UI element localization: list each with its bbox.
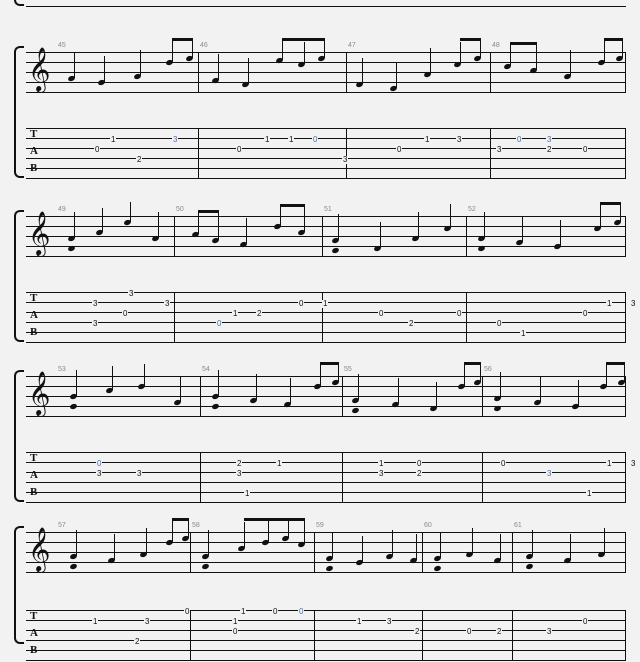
tab-fret-number: 0 bbox=[217, 319, 222, 328]
note-stem bbox=[464, 364, 465, 386]
barline bbox=[314, 610, 315, 661]
tab-line bbox=[26, 650, 626, 651]
note-beam bbox=[600, 202, 621, 205]
note-stem bbox=[332, 532, 333, 558]
tab-fret-number: 1 bbox=[323, 299, 328, 308]
tab-fret-number: 1 bbox=[233, 309, 238, 318]
barline bbox=[422, 610, 423, 661]
tab-line bbox=[26, 452, 626, 453]
tab-label bbox=[30, 293, 38, 344]
staff-line bbox=[26, 572, 626, 573]
tab-fret-number: 2 bbox=[257, 309, 262, 318]
notehead bbox=[477, 245, 485, 252]
tab-label-letter: A bbox=[30, 627, 38, 639]
system-3 bbox=[0, 208, 640, 348]
notehead bbox=[331, 247, 339, 254]
tab-fret-number: 3 bbox=[93, 299, 98, 308]
tab-label bbox=[30, 129, 38, 180]
barline bbox=[482, 376, 483, 417]
note-stem bbox=[198, 210, 199, 234]
note-stem bbox=[430, 48, 431, 74]
note-stem bbox=[172, 520, 173, 542]
note-stem bbox=[570, 50, 571, 76]
note-stem bbox=[158, 212, 159, 238]
staff-line bbox=[26, 562, 626, 563]
staff-line bbox=[26, 552, 626, 553]
tab-label-letter: A bbox=[30, 309, 38, 321]
measure-number: 49 bbox=[58, 206, 66, 213]
tab-fret-number: 3 bbox=[343, 155, 348, 164]
note-beam bbox=[198, 210, 219, 213]
notehead bbox=[493, 405, 501, 412]
note-stem bbox=[622, 38, 623, 58]
tab-fret-number: 3 bbox=[137, 469, 142, 478]
note-stem bbox=[304, 42, 305, 64]
note-stem bbox=[74, 52, 75, 78]
tab-fret-number: 0 bbox=[457, 309, 462, 318]
staff-line bbox=[26, 82, 626, 83]
system-brace bbox=[14, 46, 24, 178]
barline bbox=[490, 52, 491, 93]
measure-number: 46 bbox=[200, 42, 208, 49]
tab-fret-number: 0 bbox=[417, 459, 422, 468]
note-stem bbox=[130, 202, 131, 222]
tab-label-letter: A bbox=[30, 469, 38, 481]
system-brace bbox=[14, 526, 24, 644]
tab-fret-number: 1 bbox=[277, 459, 282, 468]
tab-fret-number: 3 bbox=[165, 299, 170, 308]
staff-line bbox=[26, 256, 626, 257]
tab-fret-number: 1 bbox=[425, 135, 430, 144]
staff-line bbox=[26, 72, 626, 73]
note-stem bbox=[606, 364, 607, 386]
note-stem bbox=[560, 220, 561, 246]
note-stem bbox=[114, 534, 115, 560]
tab-label-letter: T bbox=[30, 292, 38, 304]
staff-line bbox=[26, 396, 626, 397]
staff-line bbox=[26, 406, 626, 407]
tab-fret-number: 1 bbox=[265, 135, 270, 144]
staff-line bbox=[26, 236, 626, 237]
tab-fret-number: 3 bbox=[547, 135, 552, 144]
barline bbox=[322, 216, 323, 257]
staff-line bbox=[26, 386, 626, 387]
notehead bbox=[325, 565, 333, 572]
staff-line bbox=[26, 226, 626, 227]
system-4 bbox=[0, 368, 640, 508]
note-stem bbox=[480, 38, 481, 58]
tab-fret-number: 0 bbox=[237, 145, 242, 154]
tab-label bbox=[30, 453, 38, 504]
staff-line bbox=[26, 92, 626, 93]
note-stem bbox=[620, 202, 621, 222]
tab-staff bbox=[26, 128, 626, 178]
note-stem bbox=[290, 378, 291, 404]
tab-fret-number: 0 bbox=[299, 299, 304, 308]
tab-line bbox=[26, 178, 626, 179]
barline bbox=[512, 610, 513, 661]
note-stem bbox=[418, 212, 419, 238]
system-brace bbox=[14, 0, 24, 6]
notehead bbox=[201, 563, 209, 570]
tab-line bbox=[26, 502, 626, 503]
tab-fret-number: 0 bbox=[467, 627, 472, 636]
note-stem bbox=[500, 372, 501, 398]
barline bbox=[174, 292, 175, 343]
note-beam bbox=[244, 518, 304, 521]
tab-fret-number: 0 bbox=[123, 309, 128, 318]
barline bbox=[490, 128, 491, 179]
note-stem bbox=[192, 38, 193, 58]
barline bbox=[200, 376, 201, 417]
barline bbox=[198, 128, 199, 179]
measure-number: 54 bbox=[202, 366, 210, 373]
barline bbox=[190, 532, 191, 573]
tab-fret-number: 1 bbox=[587, 489, 592, 498]
barline bbox=[422, 532, 423, 573]
note-beam bbox=[606, 362, 625, 365]
tab-fret-number: 1 bbox=[357, 617, 362, 626]
notehead bbox=[525, 563, 533, 570]
barline bbox=[512, 532, 513, 573]
tab-fret-number: 2 bbox=[137, 155, 142, 164]
staff-line bbox=[26, 376, 626, 377]
note-stem bbox=[392, 530, 393, 556]
barline bbox=[482, 452, 483, 503]
tab-fret-number: 3 bbox=[129, 289, 134, 298]
measure-number: 58 bbox=[192, 522, 200, 529]
tab-fret-number: 0 bbox=[299, 607, 304, 616]
barline bbox=[625, 52, 626, 93]
notehead bbox=[67, 245, 75, 252]
tab-label-letter: T bbox=[30, 610, 38, 622]
tab-fret-number: 1 bbox=[233, 617, 238, 626]
system-brace bbox=[14, 370, 24, 502]
note-stem bbox=[172, 40, 173, 62]
notation-staff bbox=[26, 522, 626, 572]
note-stem bbox=[578, 380, 579, 406]
note-stem bbox=[416, 534, 417, 560]
tab-line bbox=[26, 660, 626, 661]
barline bbox=[625, 610, 626, 661]
tab-line bbox=[26, 482, 626, 483]
staff-line bbox=[26, 542, 626, 543]
tab-line bbox=[26, 292, 626, 293]
tab-fret-number: 0 bbox=[497, 319, 502, 328]
system-partial-top bbox=[0, 0, 640, 8]
tab-fret-number: 0 bbox=[313, 135, 318, 144]
tab-fret-number: 0 bbox=[185, 607, 190, 616]
note-stem bbox=[244, 522, 245, 548]
note-stem bbox=[532, 530, 533, 556]
note-stem bbox=[112, 366, 113, 390]
notehead bbox=[69, 563, 77, 570]
tab-fret-number: 2 bbox=[409, 319, 414, 328]
tab-fret-number: 3 bbox=[547, 627, 552, 636]
measure-number: 50 bbox=[176, 206, 184, 213]
barline bbox=[200, 452, 201, 503]
measure-number: 52 bbox=[468, 206, 476, 213]
notehead bbox=[69, 403, 77, 410]
barline bbox=[346, 52, 347, 93]
tab-fret-number: 0 bbox=[501, 459, 506, 468]
tab-fret-number: 0 bbox=[583, 617, 588, 626]
tab-fret-number: 0 bbox=[583, 145, 588, 154]
note-stem bbox=[362, 536, 363, 562]
treble-clef-icon: 𝄞 bbox=[28, 211, 51, 255]
note-stem bbox=[146, 528, 147, 554]
tab-line bbox=[26, 322, 626, 323]
tab-line bbox=[26, 168, 626, 169]
note-beam bbox=[282, 38, 325, 41]
note-beam bbox=[510, 42, 537, 45]
tab-label-letter: T bbox=[30, 128, 38, 140]
barline bbox=[342, 376, 343, 417]
measure-number: 56 bbox=[484, 366, 492, 373]
note-stem bbox=[338, 362, 339, 382]
note-stem bbox=[510, 42, 511, 66]
tab-fret-number: 3 bbox=[93, 319, 98, 328]
tab-staff bbox=[26, 289, 636, 342]
note-stem bbox=[396, 62, 397, 88]
note-beam bbox=[172, 38, 193, 41]
measure-number: 59 bbox=[316, 522, 324, 529]
note-stem bbox=[218, 210, 219, 240]
note-stem bbox=[604, 40, 605, 62]
note-stem bbox=[288, 518, 289, 538]
note-stem bbox=[472, 528, 473, 554]
tab-fret-number: 3 bbox=[387, 617, 392, 626]
tab-fret-number: 2 bbox=[135, 637, 140, 646]
note-stem bbox=[218, 54, 219, 80]
system-5 bbox=[0, 522, 640, 656]
note-stem bbox=[76, 530, 77, 556]
measure-number: 61 bbox=[514, 522, 522, 529]
staff-line bbox=[26, 416, 626, 417]
tab-fret-number: 1 bbox=[607, 459, 612, 468]
notehead bbox=[211, 403, 219, 410]
tab-line bbox=[26, 332, 626, 333]
note-stem bbox=[480, 362, 481, 382]
note-beam bbox=[320, 362, 339, 365]
note-stem bbox=[144, 364, 145, 386]
notehead bbox=[433, 565, 441, 572]
tab-label-letter: B bbox=[30, 326, 38, 338]
barline bbox=[625, 532, 626, 573]
tab-line bbox=[26, 312, 626, 313]
tab-fret-number: 3 bbox=[631, 459, 636, 468]
note-beam bbox=[172, 518, 189, 521]
tab-fret-number: 2 bbox=[417, 469, 422, 478]
note-stem bbox=[460, 42, 461, 64]
barline bbox=[625, 128, 626, 179]
tab-fret-number: 0 bbox=[397, 145, 402, 154]
barline bbox=[198, 52, 199, 93]
staff-line bbox=[26, 216, 626, 217]
tab-fret-number: 1 bbox=[93, 617, 98, 626]
measure-number: 48 bbox=[492, 42, 500, 49]
note-beam bbox=[280, 204, 305, 207]
tab-fret-number: 0 bbox=[95, 145, 100, 154]
measure-number: 51 bbox=[324, 206, 332, 213]
note-stem bbox=[246, 218, 247, 244]
barline bbox=[466, 216, 467, 257]
note-stem bbox=[248, 58, 249, 84]
note-stem bbox=[362, 58, 363, 84]
barline bbox=[625, 292, 626, 343]
tab-line bbox=[26, 128, 626, 129]
staff-line bbox=[26, 532, 626, 533]
staff-line bbox=[26, 246, 626, 247]
note-stem bbox=[268, 520, 269, 542]
note-stem bbox=[624, 362, 625, 382]
tab-staff bbox=[26, 607, 626, 660]
tab-fret-number: 0 bbox=[379, 309, 384, 318]
note-stem bbox=[102, 208, 103, 232]
tab-line bbox=[26, 462, 626, 463]
tab-fret-number: 3 bbox=[379, 469, 384, 478]
tab-line bbox=[26, 492, 626, 493]
note-stem bbox=[436, 382, 437, 408]
note-stem bbox=[140, 50, 141, 76]
measure-number: 60 bbox=[424, 522, 432, 529]
tab-line bbox=[26, 6, 626, 7]
note-stem bbox=[500, 534, 501, 560]
tab-fret-number: 3 bbox=[497, 145, 502, 154]
tab-fret-number: 3 bbox=[457, 135, 462, 144]
tab-label-letter: B bbox=[30, 486, 38, 498]
barline bbox=[466, 292, 467, 343]
note-stem bbox=[522, 216, 523, 242]
tab-fret-number: 2 bbox=[497, 627, 502, 636]
note-stem bbox=[440, 532, 441, 558]
barline bbox=[342, 452, 343, 503]
tab-fret-number: 0 bbox=[517, 135, 522, 144]
note-beam bbox=[464, 362, 481, 365]
tab-line bbox=[26, 472, 626, 473]
tab-fret-number: 1 bbox=[111, 135, 116, 144]
note-stem bbox=[304, 518, 305, 544]
measure-number: 57 bbox=[58, 522, 66, 529]
note-stem bbox=[280, 204, 281, 226]
tab-fret-number: 2 bbox=[237, 459, 242, 468]
note-stem bbox=[536, 42, 537, 70]
barline bbox=[174, 216, 175, 257]
system-2 bbox=[0, 44, 640, 184]
note-stem bbox=[570, 534, 571, 560]
barline bbox=[314, 532, 315, 573]
note-stem bbox=[380, 222, 381, 248]
tab-label bbox=[30, 611, 38, 662]
note-stem bbox=[324, 38, 325, 58]
note-stem bbox=[320, 364, 321, 386]
note-stem bbox=[180, 376, 181, 402]
tab-staff bbox=[26, 452, 636, 502]
tab-line bbox=[26, 640, 626, 641]
note-stem bbox=[76, 370, 77, 396]
measure-number: 47 bbox=[348, 42, 356, 49]
tab-staff bbox=[26, 0, 626, 6]
tab-fret-number: 0 bbox=[233, 627, 238, 636]
tab-fret-number: 1 bbox=[245, 489, 250, 498]
notehead bbox=[351, 407, 359, 414]
tab-label-letter: A bbox=[30, 145, 38, 157]
treble-clef-icon: 𝄞 bbox=[28, 47, 51, 91]
note-stem bbox=[604, 528, 605, 554]
tab-fret-number: 3 bbox=[547, 469, 552, 478]
note-stem bbox=[600, 204, 601, 228]
tab-fret-number: 0 bbox=[273, 607, 278, 616]
barline bbox=[625, 216, 626, 257]
tab-fret-number: 2 bbox=[415, 627, 420, 636]
note-stem bbox=[104, 56, 105, 82]
measure-number: 55 bbox=[344, 366, 352, 373]
tab-fret-number: 1 bbox=[289, 135, 294, 144]
tab-fret-number: 1 bbox=[379, 459, 384, 468]
tab-fret-number: 0 bbox=[583, 309, 588, 318]
note-stem bbox=[188, 518, 189, 538]
notation-staff bbox=[26, 206, 626, 256]
tab-fret-number: 3 bbox=[97, 469, 102, 478]
barline bbox=[625, 452, 626, 503]
tab-line bbox=[26, 148, 626, 149]
barline bbox=[190, 610, 191, 661]
tab-line bbox=[26, 158, 626, 159]
note-beam bbox=[604, 38, 623, 41]
measure-number: 45 bbox=[58, 42, 66, 49]
tab-label-letter: T bbox=[30, 452, 38, 464]
tab-line bbox=[26, 342, 626, 343]
tab-fret-number: 3 bbox=[237, 469, 242, 478]
tab-line bbox=[26, 620, 626, 621]
note-stem bbox=[484, 212, 485, 238]
tab-line bbox=[26, 630, 626, 631]
tab-fret-number: 3 bbox=[145, 617, 150, 626]
treble-clef-icon: 𝄞 bbox=[28, 371, 51, 415]
tab-fret-number: 3 bbox=[173, 135, 178, 144]
tab-fret-number: 3 bbox=[631, 299, 636, 308]
note-stem bbox=[358, 374, 359, 400]
tab-fret-number: 0 bbox=[97, 459, 102, 468]
tab-fret-number: 1 bbox=[521, 329, 526, 338]
note-beam bbox=[460, 38, 481, 41]
tab-line bbox=[26, 610, 626, 611]
tab-fret-number: 2 bbox=[547, 145, 552, 154]
treble-clef-icon: 𝄞 bbox=[28, 527, 51, 571]
barline bbox=[346, 128, 347, 179]
notation-staff bbox=[26, 42, 626, 92]
system-brace bbox=[14, 210, 24, 342]
note-stem bbox=[398, 378, 399, 404]
note-stem bbox=[450, 204, 451, 228]
note-stem bbox=[208, 530, 209, 556]
note-stem bbox=[74, 212, 75, 238]
note-stem bbox=[256, 374, 257, 400]
note-stem bbox=[282, 40, 283, 60]
tab-label-letter: B bbox=[30, 162, 38, 174]
note-stem bbox=[540, 376, 541, 402]
tab-fret-number: 1 bbox=[607, 299, 612, 308]
note-stem bbox=[338, 214, 339, 240]
tab-label-letter: B bbox=[30, 644, 38, 656]
note-stem bbox=[218, 370, 219, 396]
tab-fret-number: 1 bbox=[241, 607, 246, 616]
notation-staff bbox=[26, 366, 626, 416]
measure-number: 53 bbox=[58, 366, 66, 373]
note-stem bbox=[304, 206, 305, 232]
